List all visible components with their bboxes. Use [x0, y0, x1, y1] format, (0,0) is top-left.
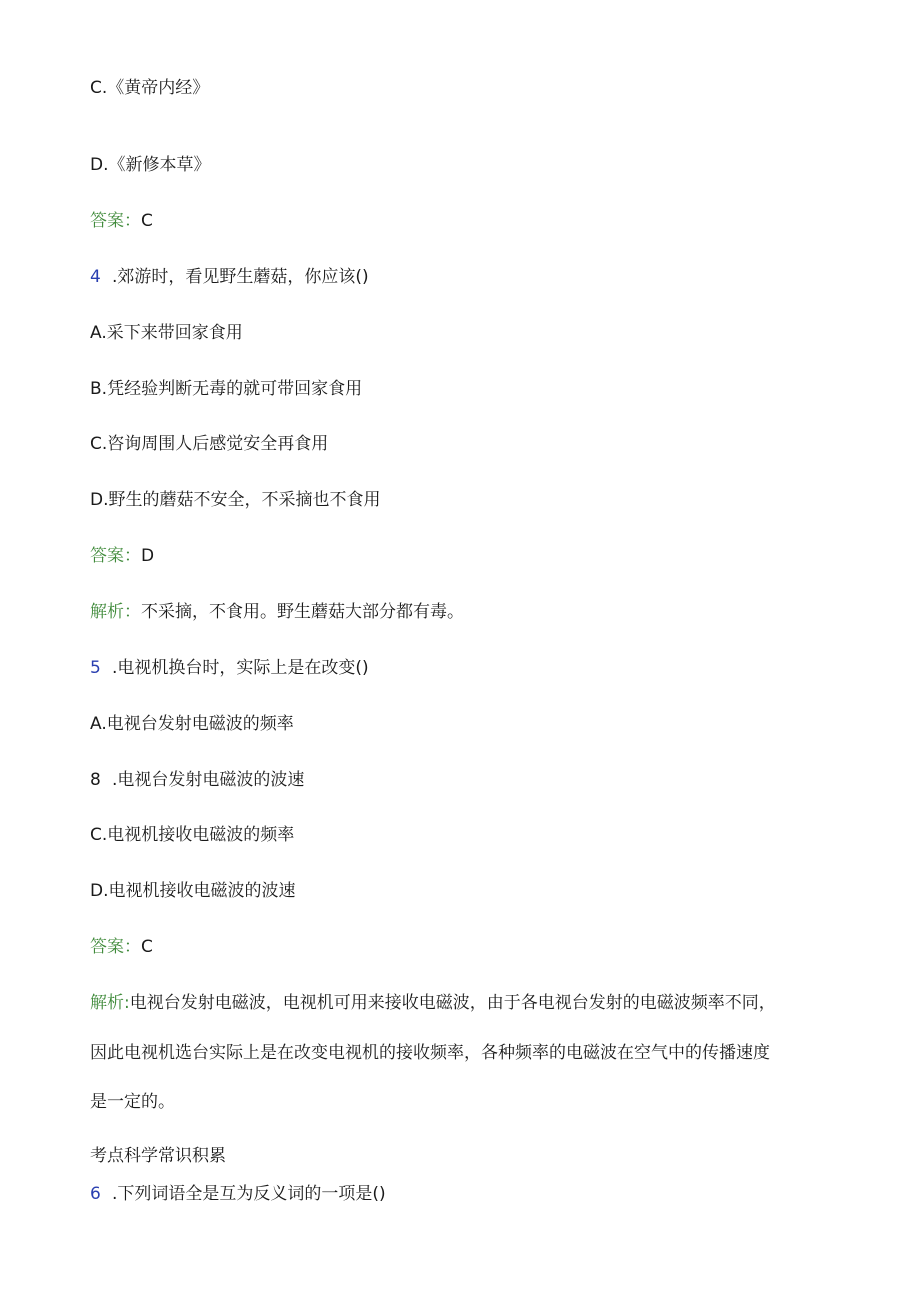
q4-option-d: D.野生的蘑菇不安全，不采摘也不食用 [90, 490, 381, 510]
answer-3 [90, 209, 153, 233]
explanation-4 [90, 600, 464, 624]
explanation-5-line-2: 因此电视机选台实际上是在改变电视机的接收频率，各种频率的电磁波在空气中的传播速度 [90, 1043, 770, 1063]
answer-label: 答案： [90, 937, 141, 957]
option-d-text: D.《新修本草》 [90, 155, 211, 175]
question-4 [90, 265, 369, 289]
question-number: 4 [90, 267, 101, 287]
question-number: 5 [90, 658, 101, 678]
explanation-text: 不采摘，不食用。野生蘑菇大部分都有毒。 [141, 602, 464, 622]
explanation-5-line-3: 是一定的。 [90, 1092, 175, 1112]
q4-option-c: C.咨询周围人后感觉安全再食用 [90, 434, 329, 454]
answer-label: 答案： [90, 211, 141, 231]
answer-value: C [141, 937, 153, 957]
question-text: .下列词语全是互为反义词的一项是() [112, 1184, 386, 1204]
answer-label: 答案： [90, 546, 141, 566]
q4-option-a: A.采下来带回家食用 [90, 323, 243, 343]
answer-value: C [141, 211, 153, 231]
answer-value: D [141, 546, 155, 566]
option-number: 8 [90, 770, 101, 790]
question-text: .郊游时，看见野生蘑菇，你应该() [112, 267, 369, 287]
explanation-text: 电视台发射电磁波，电视机可用来接收电磁波，由于各电视台发射的电磁波频率不同， [129, 993, 776, 1013]
option-c-text: C.《黄帝内经》 [90, 78, 210, 98]
question-number: 6 [90, 1184, 101, 1204]
explanation-label: 解析: [90, 993, 130, 1013]
q4-option-b: B.凭经验判断无毒的就可带回家食用 [90, 379, 363, 399]
q5-option-b [90, 768, 304, 792]
question-6 [90, 1182, 386, 1206]
answer-4 [90, 544, 154, 568]
option-text: .电视台发射电磁波的波速 [112, 770, 305, 790]
answer-5 [90, 935, 153, 959]
question-text: .电视机换台时，实际上是在改变() [112, 658, 369, 678]
section-heading: 考点科学常识积累 [90, 1146, 226, 1166]
question-5 [90, 656, 369, 680]
q5-option-c: C.电视机接收电磁波的频率 [90, 825, 295, 845]
explanation-label: 解析： [90, 602, 141, 622]
explanation-5-line-1 [90, 991, 776, 1015]
q5-option-d: D.电视机接收电磁波的波速 [90, 881, 296, 901]
q5-option-a: A.电视台发射电磁波的频率 [90, 714, 294, 734]
